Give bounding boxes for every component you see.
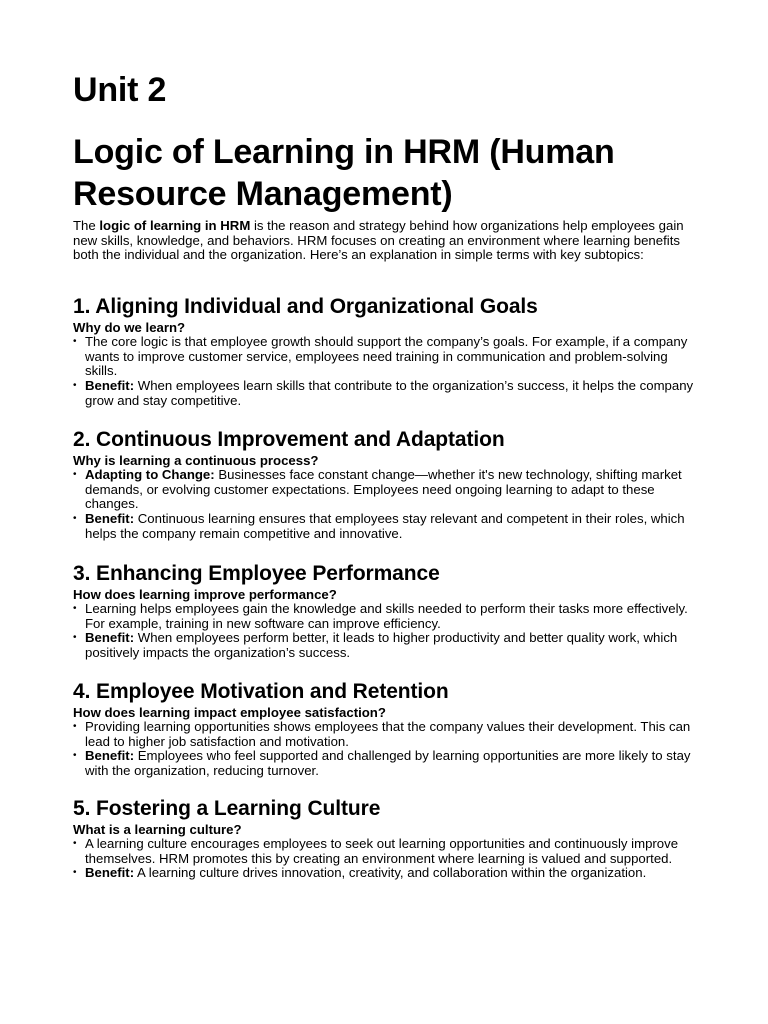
section-question: What is a learning culture? — [73, 822, 242, 837]
bullet-text: Continuous learning ensures that employees stay relevant and competent in their roles, which helps the company remain competitive and innovative. — [85, 511, 685, 541]
bullet-text: The core logic is that employee growth should support the company’s goals. For example, if a company wants to improve customer service, employees need training in communication and problem-solving skills. — [85, 334, 688, 379]
bullet-text: Employees who feel supported and challenged by learning opportunities are more likely to stay with the organization, reducing turnover. — [85, 748, 691, 779]
unit-label: Unit 2 — [73, 71, 167, 109]
bullet-item — [73, 837, 703, 866]
section-question: How does learning impact employee satisfaction? — [73, 705, 386, 720]
bullet-icon: • — [73, 603, 77, 614]
bullet-list — [73, 602, 703, 661]
bullet-icon: • — [73, 336, 77, 347]
bullet-icon: • — [73, 838, 77, 849]
bullet-icon: • — [73, 750, 77, 762]
bullet-bold: Benefit: — [85, 511, 135, 527]
bullet-text: A learning culture encourages employees to seek out learning opportunities and continuously improve themselves. HRM promotes this by creating an environment where learning is valued and supported. — [85, 836, 679, 866]
bullet-bold: Benefit: — [85, 748, 135, 764]
intro-text-start: The — [73, 218, 100, 233]
section-4 — [73, 679, 703, 779]
section-5 — [73, 796, 703, 881]
bullet-item — [73, 749, 703, 778]
bullet-icon: • — [73, 469, 77, 480]
bullet-icon: • — [73, 380, 77, 392]
bullet-item — [73, 866, 703, 881]
bullet-icon: • — [73, 513, 77, 525]
section-question: How does learning improve performance? — [73, 587, 337, 602]
section-1 — [73, 294, 703, 409]
bullet-text: Providing learning opportunities shows employees that the company values their development. This can lead to higher job satisfaction and motivation. — [85, 719, 691, 749]
bullet-item — [73, 631, 703, 660]
bullet-text: When employees perform better, it leads to higher productivity and better quality work, which positively impacts the organization’s success. — [85, 630, 678, 661]
bullet-list — [73, 468, 703, 542]
intro-text-end: is the reason and strategy behind how organizations help employees gain new skills, knowledge, and behaviors. HRM focuses on creating an environment where learning benefits both the individual and the organization. Here’s an explanation in simple terms with key subtopics: — [73, 218, 684, 263]
bullet-item — [73, 602, 703, 631]
bullet-list — [73, 720, 703, 779]
bullet-icon: • — [73, 632, 77, 644]
bullet-text: Learning helps employees gain the knowledge and skills needed to perform their tasks more effectively. For example, training in new software can improve efficiency. — [85, 601, 688, 631]
bullet-item — [73, 512, 703, 541]
section-heading: 3. Enhancing Employee Performance — [73, 562, 440, 585]
bullet-text: When employees learn skills that contribute to the organization’s success, it helps the company grow and stay competitive. — [85, 378, 694, 408]
section-3 — [73, 561, 703, 661]
page-title: Logic of Learning in HRM (Human Resource Management) — [73, 133, 615, 213]
bullet-icon: • — [73, 721, 77, 732]
intro-paragraph — [73, 219, 703, 263]
bullet-bold: Adapting to Change: — [85, 467, 215, 482]
bullet-bold: Benefit: — [85, 630, 135, 646]
bullet-item — [73, 468, 703, 512]
bullet-item — [73, 379, 703, 408]
section-2 — [73, 427, 703, 542]
section-heading: 4. Employee Motivation and Retention — [73, 680, 449, 703]
bullet-text: A learning culture drives innovation, creativity, and collaboration within the organization. — [134, 865, 647, 881]
bullet-text: Businesses face constant change—whether it's new technology, shifting market demands, or evolving customer expectations. Employees need ongoing learning to adapt to these changes. — [85, 467, 682, 512]
intro-bold-term: logic of learning in HRM — [99, 218, 251, 233]
section-question: Why do we learn? — [73, 320, 186, 335]
section-heading: 2. Continuous Improvement and Adaptation — [73, 428, 505, 451]
section-heading: 5. Fostering a Learning Culture — [73, 797, 381, 820]
section-question: Why is learning a continuous process? — [73, 453, 319, 468]
bullet-bold: Benefit: — [85, 378, 135, 394]
section-heading: 1. Aligning Individual and Organizational Goals — [73, 295, 538, 318]
bullet-list — [73, 335, 703, 409]
bullet-icon: • — [73, 867, 77, 879]
bullet-list — [73, 837, 703, 881]
bullet-item — [73, 720, 703, 749]
bullet-item — [73, 335, 703, 379]
bullet-bold: Benefit: — [85, 865, 135, 881]
